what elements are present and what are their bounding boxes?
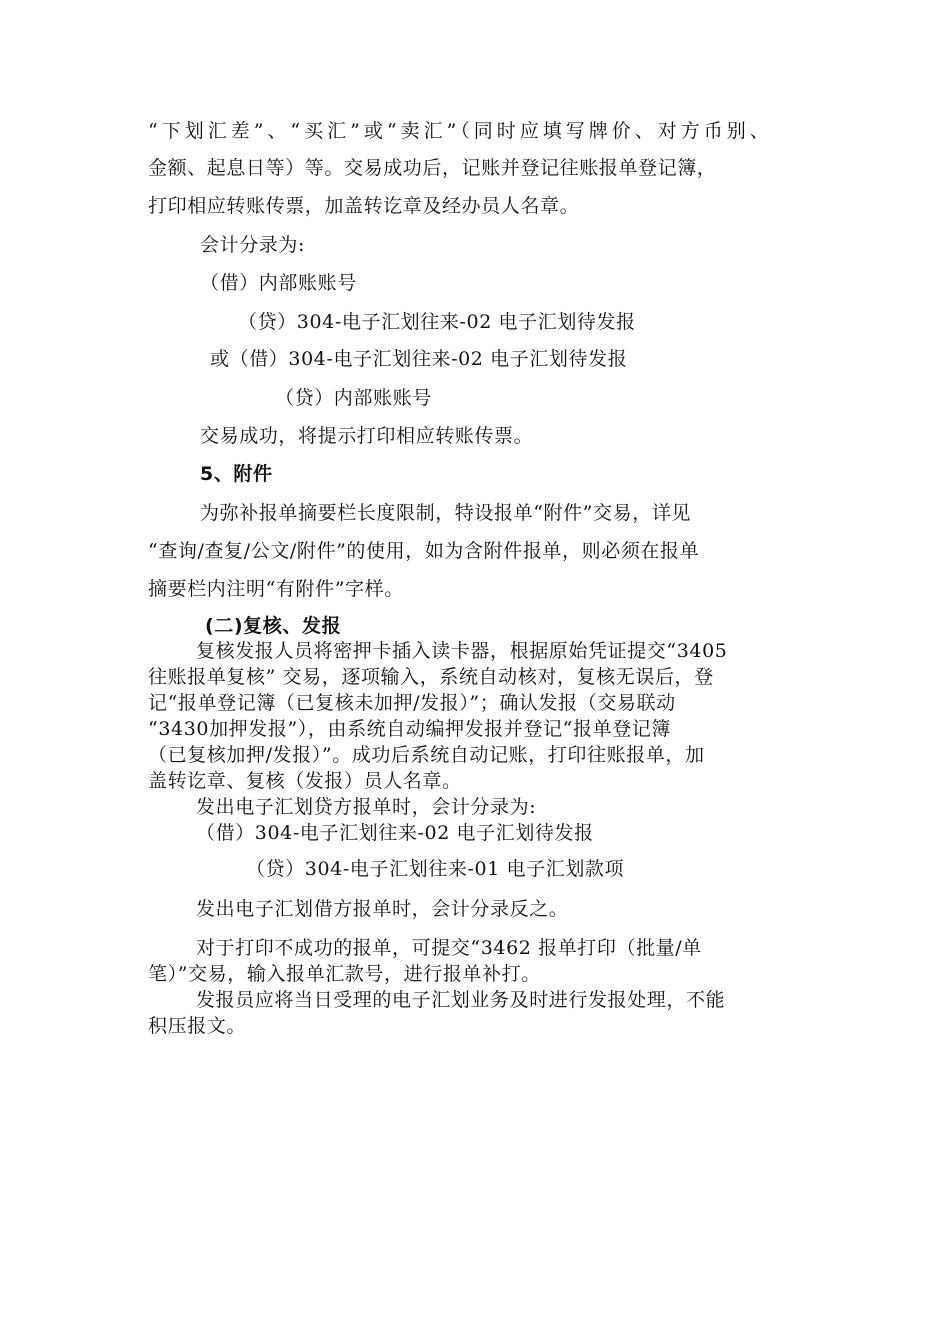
paragraph-line: 金额、起息日等）等。交易成功后，记账并登记往账报单登记簿，	[148, 157, 717, 179]
section-heading: 5、附件	[200, 463, 273, 485]
paragraph-line: 摘要栏内注明“有附件”字样。	[148, 578, 404, 600]
paragraph-line: （已复核加押/发报）”。成功后系统自动记账，打印往账报单，加	[148, 744, 705, 766]
paragraph-line: 记“报单登记簿（已复核未加押/发报）”；确认发报（交易联动	[148, 692, 676, 714]
paragraph-line: 笔）”交易，输入报单汇款号，进行报单补打。	[148, 963, 541, 985]
paragraph-line: 往账报单复核” 交易，逐项输入，系统自动核对，复核无误后，登	[148, 666, 714, 688]
entries-intro: 发出电子汇划贷方报单时，会计分录为:	[196, 796, 537, 818]
paragraph-line: 为弥补报单摘要栏长度限制，特设报单“附件”交易，详见	[200, 502, 692, 524]
debit-entry: （借）内部账账号	[200, 272, 357, 294]
section-heading: (二)复核、发报	[205, 615, 342, 637]
credit-entry: （贷）304-电子汇划往来-02 电子汇划待发报	[238, 311, 636, 333]
paragraph-line: 打印相应转账传票，加盖转讫章及经办员人名章。	[148, 195, 580, 217]
paragraph-line: 盖转讫章、复核（发报）员人名章。	[148, 770, 462, 792]
paragraph-line: “3430加押发报”），由系统自动编押发报并登记“报单登记簿	[148, 718, 671, 740]
reverse-line: 发出电子汇划借方报单时，会计分录反之。	[196, 898, 569, 920]
credit-entry: （贷）304-电子汇划往来-01 电子汇划款项	[246, 858, 625, 880]
paragraph-line: “查询/查复/公文/附件”的使用，如为含附件报单，则必须在报单	[148, 540, 700, 562]
debit-entry: （借）304-电子汇划往来-02 电子汇划待发报	[196, 822, 594, 844]
alt-credit-entry: （贷）内部账账号	[275, 387, 432, 409]
alt-debit-entry: 或（借）304-电子汇划往来-02 电子汇划待发报	[210, 348, 628, 370]
paragraph-line: 积压报文。	[148, 1015, 247, 1037]
paragraph-line: 复核发报人员将密押卡插入读卡器，根据原始凭证提交“3405	[196, 640, 728, 662]
paragraph-line: “下划汇差”、“买汇”或“卖汇”（同时应填写牌价、对方币别、	[148, 120, 773, 142]
paragraph-line: 对于打印不成功的报单，可提交“3462 报单打印（批量/单	[196, 937, 702, 959]
paragraph-line: 发报员应将当日受理的电子汇划业务及时进行发报处理，不能	[196, 989, 726, 1011]
success-line: 交易成功，将提示打印相应转账传票。	[200, 425, 534, 447]
entries-intro: 会计分录为:	[200, 234, 306, 256]
